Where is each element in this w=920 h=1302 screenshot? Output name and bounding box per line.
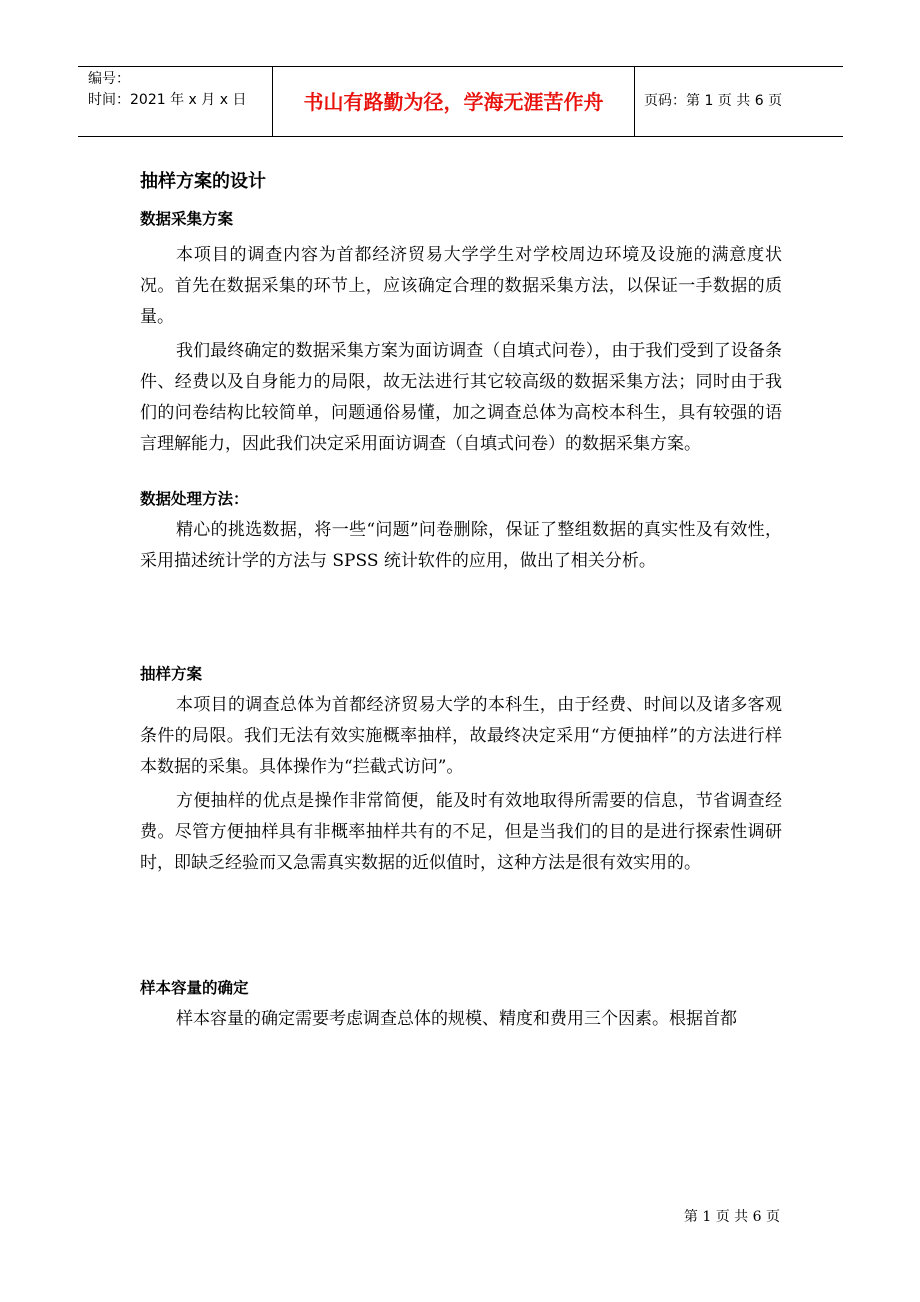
header-center-cell — [272, 67, 635, 136]
page-header — [78, 66, 843, 137]
page-footer: 第 1 页 共 6 页 — [683, 1209, 780, 1225]
document-body — [140, 168, 782, 1035]
header-page-label: 页码：第 1 页 共 6 页 — [644, 93, 783, 109]
paragraph: 本项目的调查总体为首都经济贸易大学的本科生，由于经费、时间以及诸多客观条件的局限。我们无法有效实施概率抽样，故最终决定采用“方便抽样”的方法进行样本数据的采集。具体操作为“拦截式访问”。 — [140, 695, 782, 777]
section-heading-sample-size: 样本容量的确定 — [140, 979, 249, 997]
number-label: 编号： — [88, 71, 130, 87]
paragraph: 样本容量的确定需要考虑调查总体的规模、精度和费用三个因素。根据首都 — [176, 1009, 737, 1029]
paragraph: 精心的挑选数据，将一些“问题”问卷删除，保证了整组数据的真实性及有效性，采用描述统计学的方法与 SPSS 统计软件的应用，做出了相关分析。 — [140, 520, 782, 571]
section-heading-sampling-plan: 抽样方案 — [140, 665, 203, 683]
paragraph: 我们最终确定的数据采集方案为面访调查（自填式问卷），由于我们受到了设备条件、经费以及自身能力的局限，故无法进行其它较高级的数据采集方法；同时由于我们的问卷结构比较简单，问题通俗易懂，加之调查总体为高校本科生，具有较强的语言理解能力，因此我们决定采用面访调查（自填式问卷）的数据采集方案。 — [140, 341, 782, 454]
header-motto: 书山有路勤为径，学海无涯苦作舟 — [303, 90, 604, 114]
header-left-cell — [78, 67, 272, 136]
document-title: 抽样方案的设计 — [140, 171, 266, 192]
time-label: 时间：2021 年 x 月 x 日 — [88, 92, 247, 108]
section-heading-data-collection: 数据采集方案 — [140, 210, 234, 228]
paragraph: 本项目的调查内容为首都经济贸易大学学生对学校周边环境及设施的满意度状况。首先在数据采集的环节上，应该确定合理的数据采集方法，以保证一手数据的质量。 — [140, 245, 782, 327]
section-heading-data-processing: 数据处理方法： — [140, 490, 249, 508]
paragraph: 方便抽样的优点是操作非常简便，能及时有效地取得所需要的信息，节省调查经费。尽管方便抽样具有非概率抽样共有的不足，但是当我们的目的是进行探索性调研时，即缺乏经验而又急需真实数据的近似值时，这种方法是很有效实用的。 — [140, 791, 782, 873]
header-right-cell — [634, 67, 843, 136]
